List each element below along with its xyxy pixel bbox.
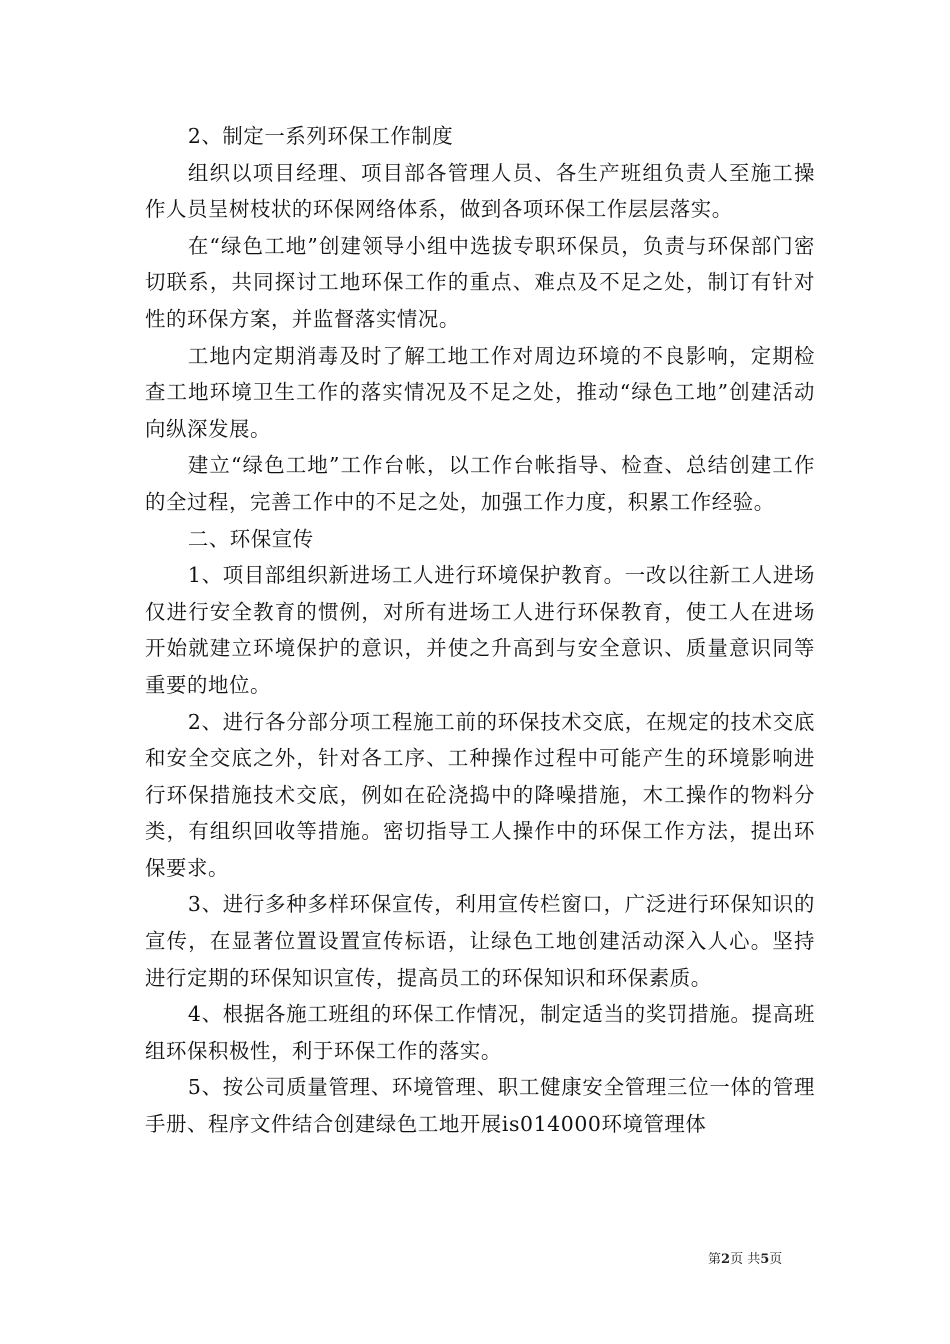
document-body	[145, 118, 815, 1143]
paragraph: 工地内定期消毒及时了解工地工作对周边环境的不良影响，定期检查工地环境卫生工作的落实情况及不足之处，推动“绿色工地”创建活动向纵深发展。	[145, 343, 815, 441]
total-pages-number: 5	[760, 1252, 770, 1267]
paragraph: 1、项目部组织新进场工人进行环境保护教育。一改以往新工人进场仅进行安全教育的惯例，对所有进场工人进行环保教育，使工人在进场开始就建立环境保护的意识，并使之升高到与安全意识、质量意识同等重要的地位。	[145, 563, 815, 697]
paragraph: 4、根据各施工班组的环保工作情况，制定适当的奖罚措施。提高班组环保积极性，利于环保工作的落实。	[145, 1002, 815, 1063]
paragraph: 3、进行多种多样环保宣传，利用宣传栏窗口，广泛进行环保知识的宣传，在显著位置设置宣传标语，让绿色工地创建活动深入人心。坚持进行定期的环保知识宣传，提高员工的环保知识和环保素质。	[145, 892, 815, 990]
footer-suffix: 页	[769, 1252, 783, 1267]
footer-prefix: 第	[708, 1252, 722, 1267]
paragraph: 组织以项目经理、项目部各管理人员、各生产班组负责人至施工操作人员呈树枝状的环保网络体系，做到各项环保工作层层落实。	[145, 160, 815, 222]
current-page-number: 2	[721, 1252, 731, 1267]
page-number-footer	[708, 1248, 782, 1267]
paragraph: 建立“绿色工地”工作台帐，以工作台帐指导、检查、总结创建工作的全过程，完善工作中的不足之处，加强工作力度，积累工作经验。	[145, 453, 815, 514]
paragraph: 2、进行各分部分项工程施工前的环保技术交底，在规定的技术交底和安全交底之外，针对各工序、工种操作过程中可能产生的环境影响进行环保措施技术交底，例如在砼浇捣中的降噪措施，木工操作的物料分类，有组织回收等措施。密切指导工人操作中的环保工作方法，提出环保要求。	[145, 709, 815, 880]
paragraph: 2、制定一系列环保工作制度	[187, 124, 454, 148]
paragraph: 5、按公司质量管理、环境管理、职工健康安全管理三位一体的管理手册、程序文件结合创建绿色工地开展is014000环境管理体	[145, 1075, 815, 1137]
section-heading: 二、环保宣传	[187, 526, 314, 551]
footer-middle: 页 共	[730, 1252, 761, 1267]
paragraph: 在“绿色工地”创建领导小组中选拔专职环保员，负责与环保部门密切联系，共同探讨工地环保工作的重点、难点及不足之处，制订有针对性的环保方案，并监督落实情况。	[145, 233, 815, 331]
